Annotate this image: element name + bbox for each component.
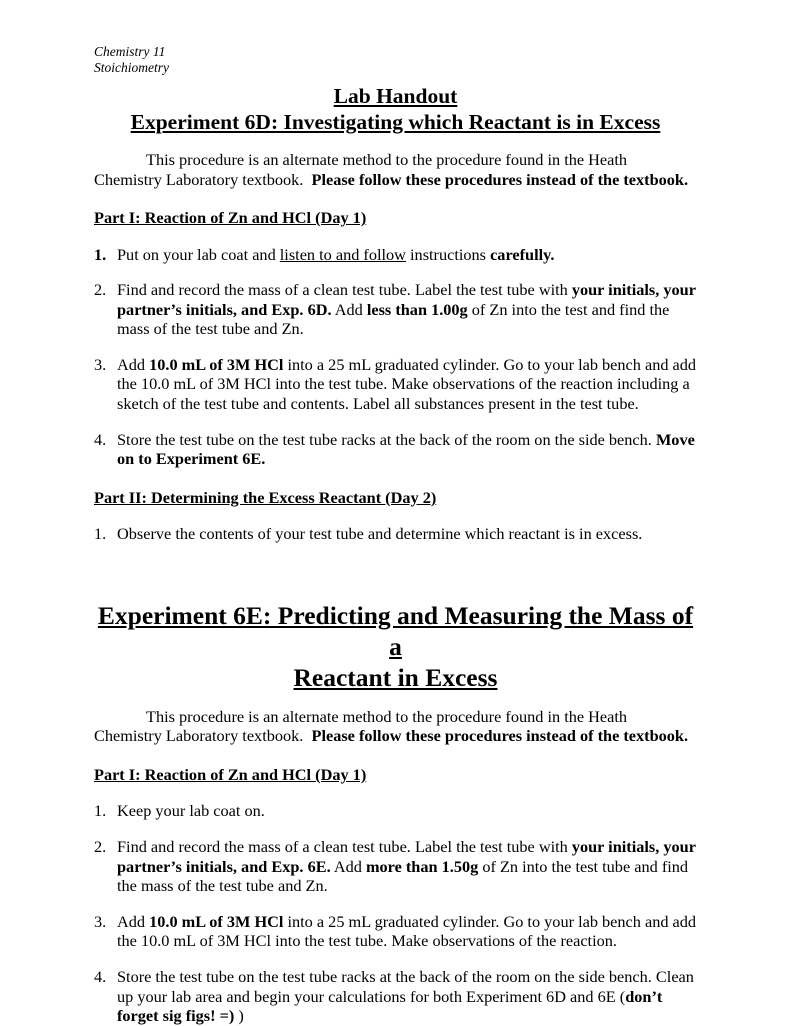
step-text-bold: don’t forget sig figs! =) [117, 986, 663, 1026]
intro-paragraph-6d [94, 150, 697, 189]
step-text-underlined: listen to and follow [279, 244, 406, 264]
step-text-bold: carefully. [490, 244, 555, 264]
experiment-6d-title-text: Experiment 6D: Investigating which Reactant is in Excess [130, 110, 661, 134]
list-item-number: 2. [94, 837, 107, 857]
list-item [94, 524, 697, 544]
title-block-6d [94, 83, 697, 136]
step-text-a: Put on your lab coat and [117, 244, 280, 264]
list-item-number: 4. [94, 967, 107, 986]
experiment-6e-title-line2: Reactant in Excess [293, 662, 498, 692]
list-item [94, 355, 697, 414]
step-text-c: Add [330, 856, 366, 876]
lab-handout-title [94, 83, 697, 109]
step-text-a: Observe the contents of your test tube and determine which reactant is in excess. [117, 524, 643, 544]
list-item-number: 3. [94, 354, 107, 374]
step-text-a: Add [117, 354, 150, 374]
part-1-heading-6d [94, 208, 697, 228]
lab-handout-title-text: Lab Handout [333, 84, 458, 108]
list-item [94, 280, 697, 339]
part-1-heading-6e-text: Part I: Reaction of Zn and HCl (Day 1) [94, 764, 367, 784]
intro-paragraph-6e [94, 707, 697, 746]
list-item-number: 1. [94, 524, 107, 544]
step-text-c: into a 25 mL graduated cylinder. Go to your lab bench and add the 10.0 mL of 3M HCl into the test tube. Make observations of the reaction including a sketch of the test tube and contents. Label all substances present in the test tube. [117, 354, 697, 414]
header-course: Chemistry 11 [94, 44, 166, 59]
part-1-steps-6d [94, 245, 697, 469]
step-text-bold: Move on to Experiment 6E. [117, 429, 695, 469]
experiment-6d-title [94, 109, 697, 136]
experiment-6e-title [94, 600, 697, 693]
document-header [94, 44, 697, 75]
list-item [94, 837, 697, 896]
list-item-number: 2. [94, 280, 107, 300]
step-text-a: Store the test tube on the test tube racks at the back of the room on the side bench. Clean up your lab area and begin your calculations for both Experiment 6D and 6E ( [117, 967, 694, 1006]
experiment-6e-title-line1: Experiment 6E: Predicting and Measuring the Mass of a [97, 600, 694, 661]
step-text-a: Find and record the mass of a clean test tube. Label the test tube with [117, 837, 572, 857]
intro-text-bold: Please follow these procedures instead of the textbook. [311, 726, 689, 746]
part-1-steps-6e [94, 801, 697, 1025]
step-text-e: of Zn into the test tube and find the mass of the test tube and Zn. [117, 856, 689, 896]
list-item [94, 430, 697, 469]
step-text-bold: 10.0 mL of 3M HCl [149, 911, 284, 931]
intro-text-bold: Please follow these procedures instead of the textbook. [311, 169, 689, 189]
step-text-bold-2: more than 1.50g [365, 856, 479, 876]
step-text-a: Store the test tube on the test tube racks at the back of the room on the side bench. [117, 429, 656, 449]
list-item-number: 1. [94, 801, 107, 821]
step-text-e: of Zn into the test and find the mass of the test tube and Zn. [117, 299, 670, 339]
step-text-a: Add [117, 911, 150, 931]
part-2-heading-6d [94, 488, 697, 508]
list-item [94, 912, 697, 951]
list-item-number: 3. [94, 911, 107, 931]
step-text-c: ) [234, 1006, 244, 1026]
intro-text-plain: This procedure is an alternate method to the procedure found in the Heath Chemistry Laboratory textbook. [94, 150, 628, 189]
header-unit: Stoichiometry [94, 59, 169, 75]
list-item-number: 1. [94, 244, 107, 264]
part-1-heading-6e [94, 765, 697, 785]
step-text-c: instructions [405, 244, 491, 264]
step-text-c: into a 25 mL graduated cylinder. Go to your lab bench and add the 10.0 mL of 3M HCl into the test tube. Make observations of the reaction. [117, 911, 697, 951]
list-item [94, 245, 697, 265]
step-text-bold-1: your initials, your partner’s initials, and Exp. 6E. [117, 837, 696, 876]
list-item [94, 801, 697, 821]
step-text-bold-1: your initials, your partner’s initials, and Exp. 6D. [117, 280, 696, 319]
step-text-bold: 10.0 mL of 3M HCl [149, 354, 284, 374]
list-item-number: 4. [94, 429, 107, 449]
step-text-c: Add [331, 299, 367, 319]
part-2-heading-6d-text: Part II: Determining the Excess Reactant (Day 2) [94, 487, 437, 507]
part-2-steps-6d [94, 524, 697, 544]
part-1-heading-6d-text: Part I: Reaction of Zn and HCl (Day 1) [94, 208, 367, 227]
list-item [94, 967, 697, 1026]
step-text-a: Find and record the mass of a clean test tube. Label the test tube with [117, 280, 572, 300]
step-text-bold-2: less than 1.00g [366, 299, 468, 319]
step-text-a: Keep your lab coat on. [117, 801, 265, 821]
intro-text-plain: This procedure is an alternate method to the procedure found in the Heath Chemistry Laboratory textbook. [94, 706, 628, 746]
